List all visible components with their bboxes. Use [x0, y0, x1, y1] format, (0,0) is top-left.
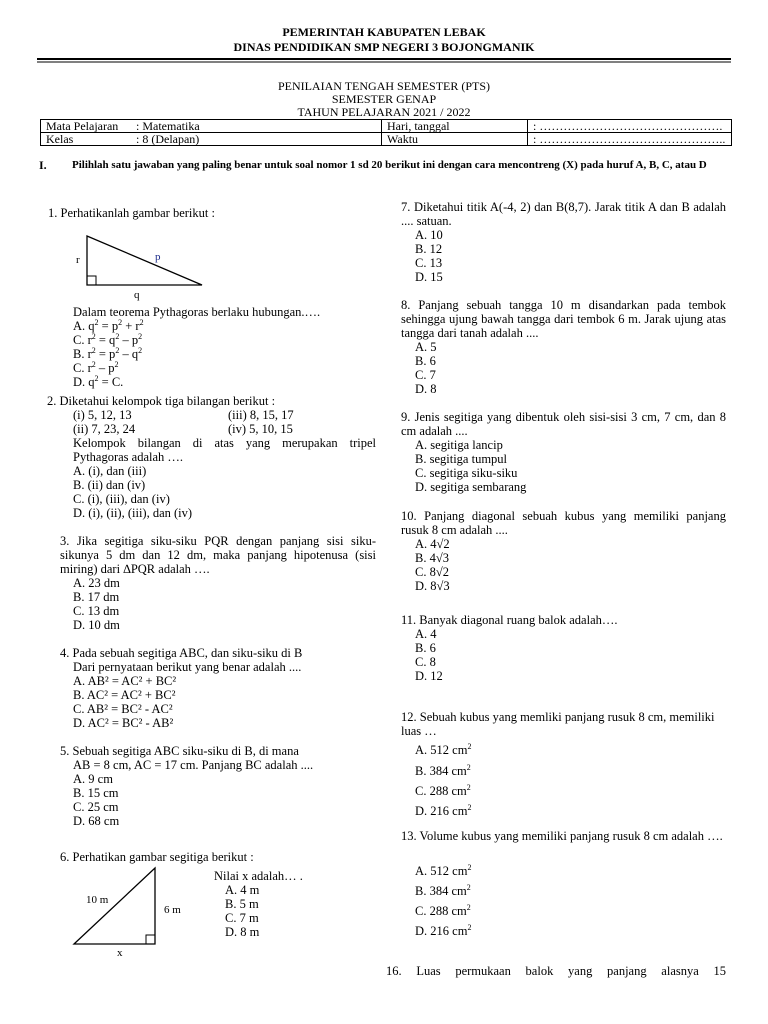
q1-option-c2: C. $r^2 - p^2$ [73, 359, 119, 375]
waktu-label: Waktu [382, 133, 528, 146]
q6-stem: 6. Perhatikan gambar segitiga berikut : [60, 850, 254, 864]
q9-option-b: B. segitiga tumpul [415, 452, 508, 466]
q7-option-d: D. 15 [415, 270, 443, 284]
q4-option-d: D. AC² = BC² - AB² [73, 716, 174, 730]
q10-option-a: A. 4√2 [415, 537, 450, 551]
q5-line2: AB = 8 cm, AC = 17 cm. Panjang BC adalah .... [73, 758, 314, 772]
mapel-label: Mata Pelajaran [41, 120, 132, 133]
q1-label-r: r [76, 254, 80, 266]
q6-option-c: C. 7 m [225, 911, 259, 925]
q6-option-a: A. 4 m [225, 883, 260, 897]
q8-option-b: B. 6 [415, 354, 436, 368]
q10-text: 10. Panjang diagonal sebuah kubus yang memiliki panjang rusuk 8 cm adalah .... [401, 509, 726, 537]
q6-text: Nilai x adalah… . [214, 869, 303, 883]
q9-option-a: A. segitiga lancip [415, 438, 503, 452]
q8-option-d: D. 8 [415, 382, 437, 396]
header-school: DINAS PENDIDIKAN SMP NEGERI 3 BOJONGMANIK [233, 40, 535, 54]
q5-option-c: C. 25 cm [73, 800, 119, 814]
q12-option-a: A. 512 $cm^2$ [415, 741, 472, 757]
q9-option-c: C. segitiga siku-siku [415, 466, 518, 480]
q10-option-d: D. 8√3 [415, 579, 450, 593]
q3-option-d: D. 10 dm [73, 618, 120, 632]
q10-option-b: B. 4√3 [415, 551, 449, 565]
q4-option-a: A. AB² = AC² + BC² [73, 674, 177, 688]
q3-text: 3. Jika segitiga siku-siku PQR dengan panjang sisi siku-sikunya 5 dm dan 12 dm, maka panjang hipotenusa (sisi miring) dari ∆PQR adalah …. [60, 534, 376, 576]
q6-option-d: D. 8 m [225, 925, 260, 939]
exam-title: PENILAIAN TENGAH SEMESTER (PTS) [277, 79, 491, 93]
q9-text: 9. Jenis segitiga yang dibentuk oleh sisi-sisi 3 cm, 7 cm, dan 8 cm adalah .... [401, 410, 726, 438]
q2-option-c: C. (i), (iii), dan (iv) [73, 492, 170, 506]
q6-triangle-figure [60, 860, 170, 960]
q1-option-d: D. $q^2 = C$. [73, 373, 124, 389]
q11-option-a: A. 4 [415, 627, 437, 641]
q6-label-x: x [117, 947, 123, 959]
q2-text: Kelompok bilangan di atas yang merupakan tripel Pythagoras adalah …. [73, 436, 376, 464]
q6-label-side: 6 m [164, 904, 181, 916]
q7-option-c: C. 13 [415, 256, 443, 270]
q10-option-c: C. 8√2 [415, 565, 449, 579]
hari-label: Hari, tanggal [382, 120, 528, 133]
q11-option-d: D. 12 [415, 669, 443, 683]
q1-option-c1: C. $r^2 = q^2 - p^2$ [73, 331, 143, 347]
q5-option-a: A. 9 cm [73, 772, 113, 786]
q4-line1: 4. Pada sebuah segitiga ABC, dan siku-siku di B [60, 646, 303, 660]
q13-text: 13. Volume kubus yang memiliki panjang rusuk 8 cm adalah …. [401, 829, 723, 843]
header-rule [0, 0, 768, 70]
q7-option-b: B. 12 [415, 242, 443, 256]
q13-option-b: B. 384 $cm^2$ [415, 882, 471, 898]
q3-option-c: C. 13 dm [73, 604, 120, 618]
q6-option-b: B. 5 m [225, 897, 259, 911]
q1-label-q: q [134, 289, 140, 301]
kelas-value: : 8 (Delapan) [131, 133, 382, 146]
exam-year: TAHUN PELAJARAN 2021 / 2022 [297, 105, 471, 119]
q4-line2: Dari pernyataan berikut yang benar adalah .... [73, 660, 302, 674]
q13-option-a: A. 512 $cm^2$ [415, 862, 472, 878]
q2-option-d: D. (i), (ii), (iii), dan (iv) [73, 506, 193, 520]
q2-item-iii: (iii) 8, 15, 17 [228, 408, 294, 422]
waktu-value: : ……………………………………….. [528, 133, 732, 146]
q12-option-c: C. 288 $cm^2$ [415, 782, 471, 798]
q5-option-d: D. 68 cm [73, 814, 120, 828]
q3-option-b: B. 17 dm [73, 590, 120, 604]
q9-option-d: D. segitiga sembarang [415, 480, 527, 494]
q1-option-a: A. $q^2 = p^2 + r^2$ [73, 317, 144, 333]
q6-label-hyp: 10 m [86, 894, 109, 906]
q11-text: 11. Banyak diagonal ruang balok adalah…. [401, 613, 618, 627]
info-table [40, 119, 732, 146]
q7-text: 7. Diketahui titik A(-4, 2) dan B(8,7). Jarak titik A dan B adalah .... satuan. [401, 200, 726, 228]
q2-item-i: (i) 5, 12, 13 [73, 408, 132, 422]
q7-option-a: A. 10 [415, 228, 443, 242]
header-govt: PEMERINTAH KABUPATEN LEBAK [282, 25, 486, 39]
q11-option-c: C. 8 [415, 655, 436, 669]
q1-text: Dalam teorema Pythagoras berlaku hubungan.…. [73, 305, 321, 319]
q1-triangle-figure [70, 230, 220, 300]
q2-option-a: A. (i), dan (iii) [73, 464, 147, 478]
q8-text: 8. Panjang sebuah tangga 10 m disandarkan pada tembok sehingga ujung bawah tangga dari tembok 6 m. Jarak ujung atas tangga dari tanah adalah .... [401, 298, 726, 340]
q2-item-iv: (iv) 5, 10, 15 [228, 422, 293, 436]
q13-option-d: D. 216 $cm^2$ [415, 922, 472, 938]
q5-line1: 5. Sebuah segitiga ABC siku-siku di B, di mana [60, 744, 299, 758]
q1-label-p: p [155, 251, 161, 263]
instruction-number: I. [39, 158, 47, 172]
q16-text: 16. Luas permukaan balok yang panjang alasnya 15 [386, 964, 726, 978]
q8-option-a: A. 5 [415, 340, 437, 354]
mapel-value: : Matematika [131, 120, 382, 133]
q8-option-c: C. 7 [415, 368, 436, 382]
q4-option-b: B. AC² = AC² + BC² [73, 688, 176, 702]
q11-option-b: B. 6 [415, 641, 436, 655]
q4-option-c: C. AB² = BC² - AC² [73, 702, 173, 716]
q1-option-b: B. $r^2 = p^2 - q^2$ [73, 345, 143, 361]
q2-option-b: B. (ii) dan (iv) [73, 478, 146, 492]
hari-value: : ………………………………………. [528, 120, 732, 133]
q13-option-c: C. 288 $cm^2$ [415, 902, 471, 918]
q12-option-d: D. 216 $cm^2$ [415, 802, 472, 818]
q2-stem: 2. Diketahui kelompok tiga bilangan berikut : [47, 394, 276, 408]
q5-option-b: B. 15 cm [73, 786, 119, 800]
kelas-label: Kelas [41, 133, 132, 146]
q3-option-a: A. 23 dm [73, 576, 120, 590]
instruction-text: Pilihlah satu jawaban yang paling benar untuk soal nomor 1 sd 20 berikut ini dengan cara mencontreng (X) pada huruf A, B, C, atau D [72, 159, 707, 171]
q12-text: 12. Sebuah kubus yang memliki panjang rusuk 8 cm, memiliki luas … [401, 710, 715, 738]
q12-option-b: B. 384 $cm^2$ [415, 762, 471, 778]
q2-item-ii: (ii) 7, 23, 24 [73, 422, 136, 436]
q1-stem: 1. Perhatikanlah gambar berikut : [48, 206, 215, 220]
exam-semester: SEMESTER GENAP [331, 92, 437, 106]
